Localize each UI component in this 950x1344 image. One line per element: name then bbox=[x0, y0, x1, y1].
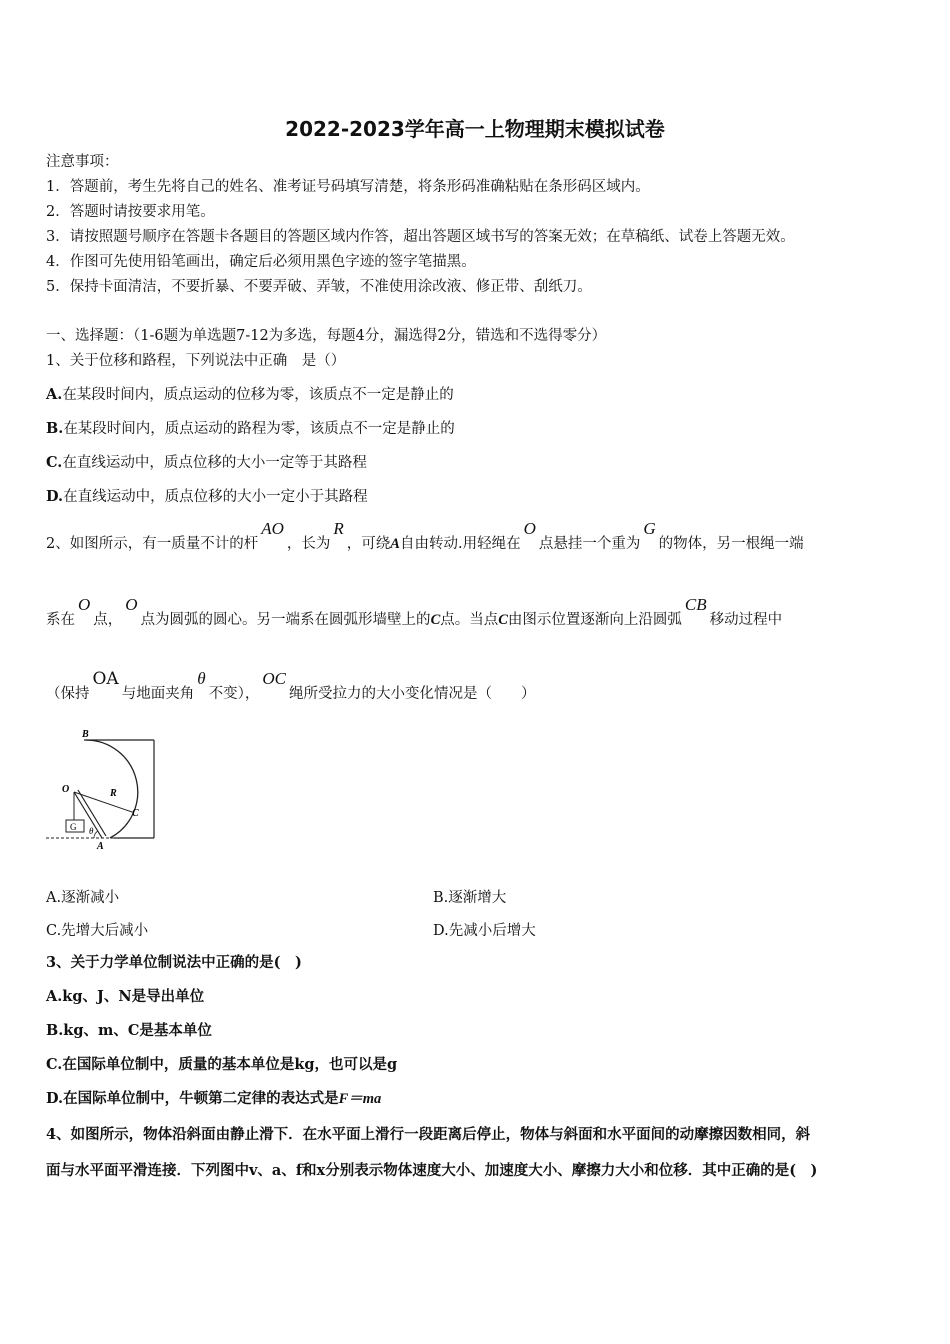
formula: F＝ma bbox=[338, 1091, 382, 1107]
text-run: 由图示位置逐渐向上沿圆弧 bbox=[507, 612, 682, 628]
notice-item: 5．保持卡面清洁，不要折暴、不要弄破、弄皱，不准使用涂改液、修正带、刮纸刀。 bbox=[46, 279, 592, 295]
notice-item: 1．答题前，考生先将自己的姓名、准考证号码填写清楚，将条形码准确粘贴在条形码区域内。 bbox=[46, 179, 650, 195]
text-run: 移动过程中 bbox=[709, 612, 783, 628]
option-label: A. bbox=[46, 386, 63, 403]
page-title: 2022-2023学年高一上物理期末模拟试卷 bbox=[285, 117, 665, 141]
text-run: 与地面夹角 bbox=[121, 686, 195, 702]
math-symbol: CB bbox=[684, 595, 707, 614]
option-label: C. bbox=[46, 454, 63, 471]
option-text: 在某段时间内，质点运动的位移为零，该质点不一定是静止的 bbox=[62, 387, 454, 403]
q1-option-c bbox=[46, 453, 367, 473]
point-label: A bbox=[390, 536, 400, 552]
label-a: A bbox=[97, 841, 104, 852]
label-g: G bbox=[70, 822, 77, 832]
label-theta: θ bbox=[89, 826, 94, 836]
text-run: 系在 bbox=[46, 612, 75, 628]
math-symbol: O bbox=[78, 595, 91, 614]
text-run: 自由转动.用轻绳在 bbox=[399, 536, 521, 552]
point-label: C bbox=[430, 612, 441, 628]
math-symbol: O bbox=[523, 519, 536, 538]
q4-stem-line-1: 4、如图所示，物体沿斜面由静止滑下．在水平面上滑行一段距离后停止，物体与斜面和水平面间的动摩擦因数相同，斜 bbox=[46, 1126, 811, 1143]
q3-option-c: C.在国际单位制中，质量的基本单位是kg，也可以是g bbox=[46, 1056, 398, 1073]
q2-figure bbox=[44, 724, 160, 852]
q3-option-b: B.kg、m、C是基本单位 bbox=[46, 1022, 212, 1039]
text-run: （保持 bbox=[46, 686, 90, 702]
q2-option-d: D.先减小后增大 bbox=[433, 923, 536, 939]
q1-option-d bbox=[46, 487, 368, 507]
math-symbol: AO bbox=[261, 519, 284, 538]
math-symbol: G bbox=[643, 519, 656, 538]
q4-stem-line-2: 面与水平面平滑连接．下列图中v、a、f和x分别表示物体速度大小、加速度大小、摩擦力大小和位移．其中正确的是( ) bbox=[46, 1162, 818, 1179]
option-text: 在直线运动中，质点位移的大小一定等于其路程 bbox=[62, 455, 367, 471]
text-run: 的物体，另一根绳一端 bbox=[658, 536, 804, 552]
notice-item: 2．答题时请按要求用笔。 bbox=[46, 204, 215, 220]
q2-line-1 bbox=[46, 519, 904, 553]
q2-option-a: A.逐渐减小 bbox=[46, 890, 120, 906]
option-label: D. bbox=[46, 488, 64, 505]
q2-line-2 bbox=[46, 595, 904, 629]
option-text: 在直线运动中，质点位移的大小一定小于其路程 bbox=[63, 489, 368, 505]
q3-stem: 3、关于力学单位制说法中正确的是( ) bbox=[46, 954, 302, 971]
label-b: B bbox=[82, 729, 89, 740]
text-run: 点为圆弧的圆心。另一端系在圆弧形墙壁上的 bbox=[140, 612, 431, 628]
q2-option-c: C.先增大后减小 bbox=[46, 923, 149, 939]
q1-option-a bbox=[46, 385, 454, 405]
notice-item: 4．作图可先使用铅笔画出，确定后必须用黑色字迹的签字笔描黑。 bbox=[46, 254, 476, 270]
math-symbol: O bbox=[125, 595, 138, 614]
q1-option-b bbox=[46, 419, 455, 439]
text-run: ，可绕 bbox=[346, 536, 391, 552]
text-run: 点， bbox=[93, 612, 123, 628]
math-symbol: OC bbox=[262, 669, 286, 688]
label-o: O bbox=[62, 784, 70, 795]
option-label: B. bbox=[46, 420, 64, 437]
text-run: 点。当点 bbox=[440, 612, 499, 628]
label-r: R bbox=[110, 788, 117, 799]
q3-option-d bbox=[46, 1089, 381, 1109]
text-run: ，长为 bbox=[286, 536, 331, 552]
math-symbol: R bbox=[333, 519, 344, 538]
notice-item: 3．请按照题号顺序在答题卡各题目的答题区域内作答，超出答题区域书写的答案无效；在草稿纸、试卷上答题无效。 bbox=[46, 229, 795, 245]
text-run: 点悬挂一个重为 bbox=[538, 536, 641, 552]
text-run: 不变）， bbox=[208, 686, 260, 702]
point-label: C bbox=[498, 612, 508, 628]
math-symbol: θ bbox=[197, 669, 206, 688]
q2-option-b: B.逐渐增大 bbox=[433, 890, 507, 906]
notice-heading: 注意事项： bbox=[46, 154, 119, 170]
q3-option-a: A.kg、J、N是导出单位 bbox=[46, 988, 205, 1005]
option-text: 在某段时间内，质点运动的路程为零，该质点不一定是静止的 bbox=[63, 421, 455, 437]
label-c: C bbox=[132, 808, 139, 819]
rope-oc bbox=[74, 792, 132, 812]
text-run: 2、如图所示，有一质量不计的杆 bbox=[46, 536, 259, 552]
section-heading: 一、选择题：（1-6题为单选题7-12为多选，每题4分，漏选得2分，错选和不选得零分） bbox=[46, 328, 607, 344]
angle-arc bbox=[94, 831, 98, 838]
math-symbol: OA bbox=[92, 669, 119, 689]
text-run: 绳所受拉力的大小变化情况是（ ） bbox=[288, 686, 536, 702]
q1-stem: 1、关于位移和路程，下列说法中正确 是（） bbox=[46, 353, 346, 369]
q2-line-3 bbox=[46, 669, 904, 703]
option-text: D.在国际单位制中，牛顿第二定律的表达式是 bbox=[46, 1090, 339, 1107]
